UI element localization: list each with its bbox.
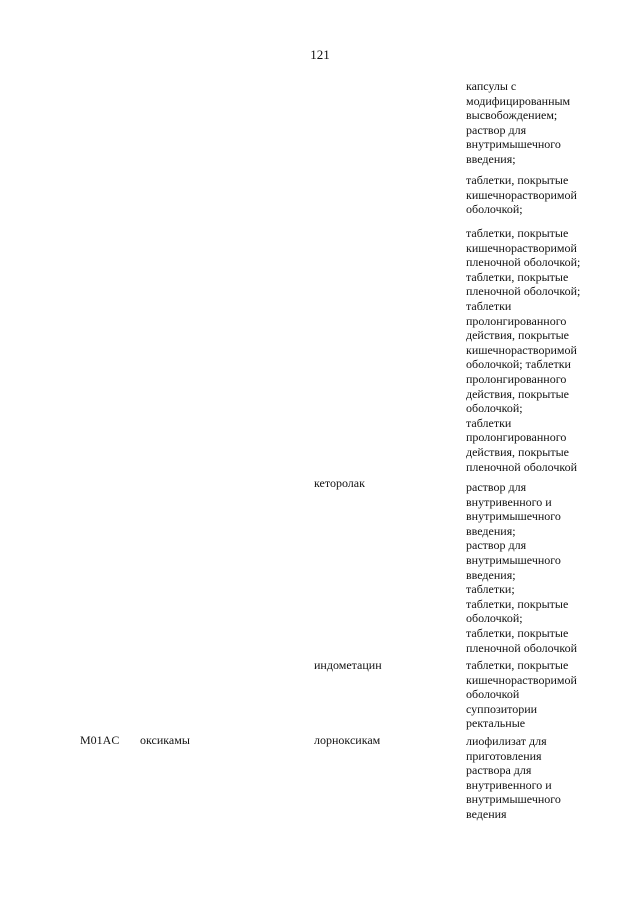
page-number: 121	[310, 47, 330, 62]
dosage-forms-block-5: таблетки, покрытые кишечнорастворимой оболочкой суппозитории ректальные	[466, 658, 577, 731]
drug-name-lornoxicam: лорноксикам	[314, 733, 381, 747]
atc-code-m01ac: M01AC	[80, 733, 120, 747]
dosage-forms-block-2: таблетки, покрытые кишечнорастворимой оболочкой;	[466, 173, 577, 217]
dosage-forms-block-6: лиофилизат для приготовления раствора для внутривенного и внутримышечного ведения	[466, 734, 561, 821]
dosage-forms-block-4: раствор для внутривенного и внутримышечного введения; раствор для внутримышечного введения; таблетки; таблетки, покрытые оболочкой; таблетки, покрытые пленочной оболочкой	[466, 480, 578, 655]
group-name-oxicams: оксикамы	[140, 733, 190, 747]
dosage-forms-block-3: таблетки, покрытые кишечнорастворимой пленочной оболочкой; таблетки, покрытые пленочной оболочкой; таблетки пролонгированного действия, покрытые кишечнорастворимой оболочкой; таблетки пролонгированного действия, покрытые оболочкой; таблетки пролонгированного действия, покрытые пленочной оболочкой	[466, 226, 581, 474]
dosage-forms-block-1: капсулы с модифицированным высвобождением; раствор для внутримышечного введения;	[466, 79, 571, 166]
drug-name-indomethacin: индометацин	[314, 658, 382, 672]
drug-name-ketorolac: кеторолак	[314, 476, 365, 490]
